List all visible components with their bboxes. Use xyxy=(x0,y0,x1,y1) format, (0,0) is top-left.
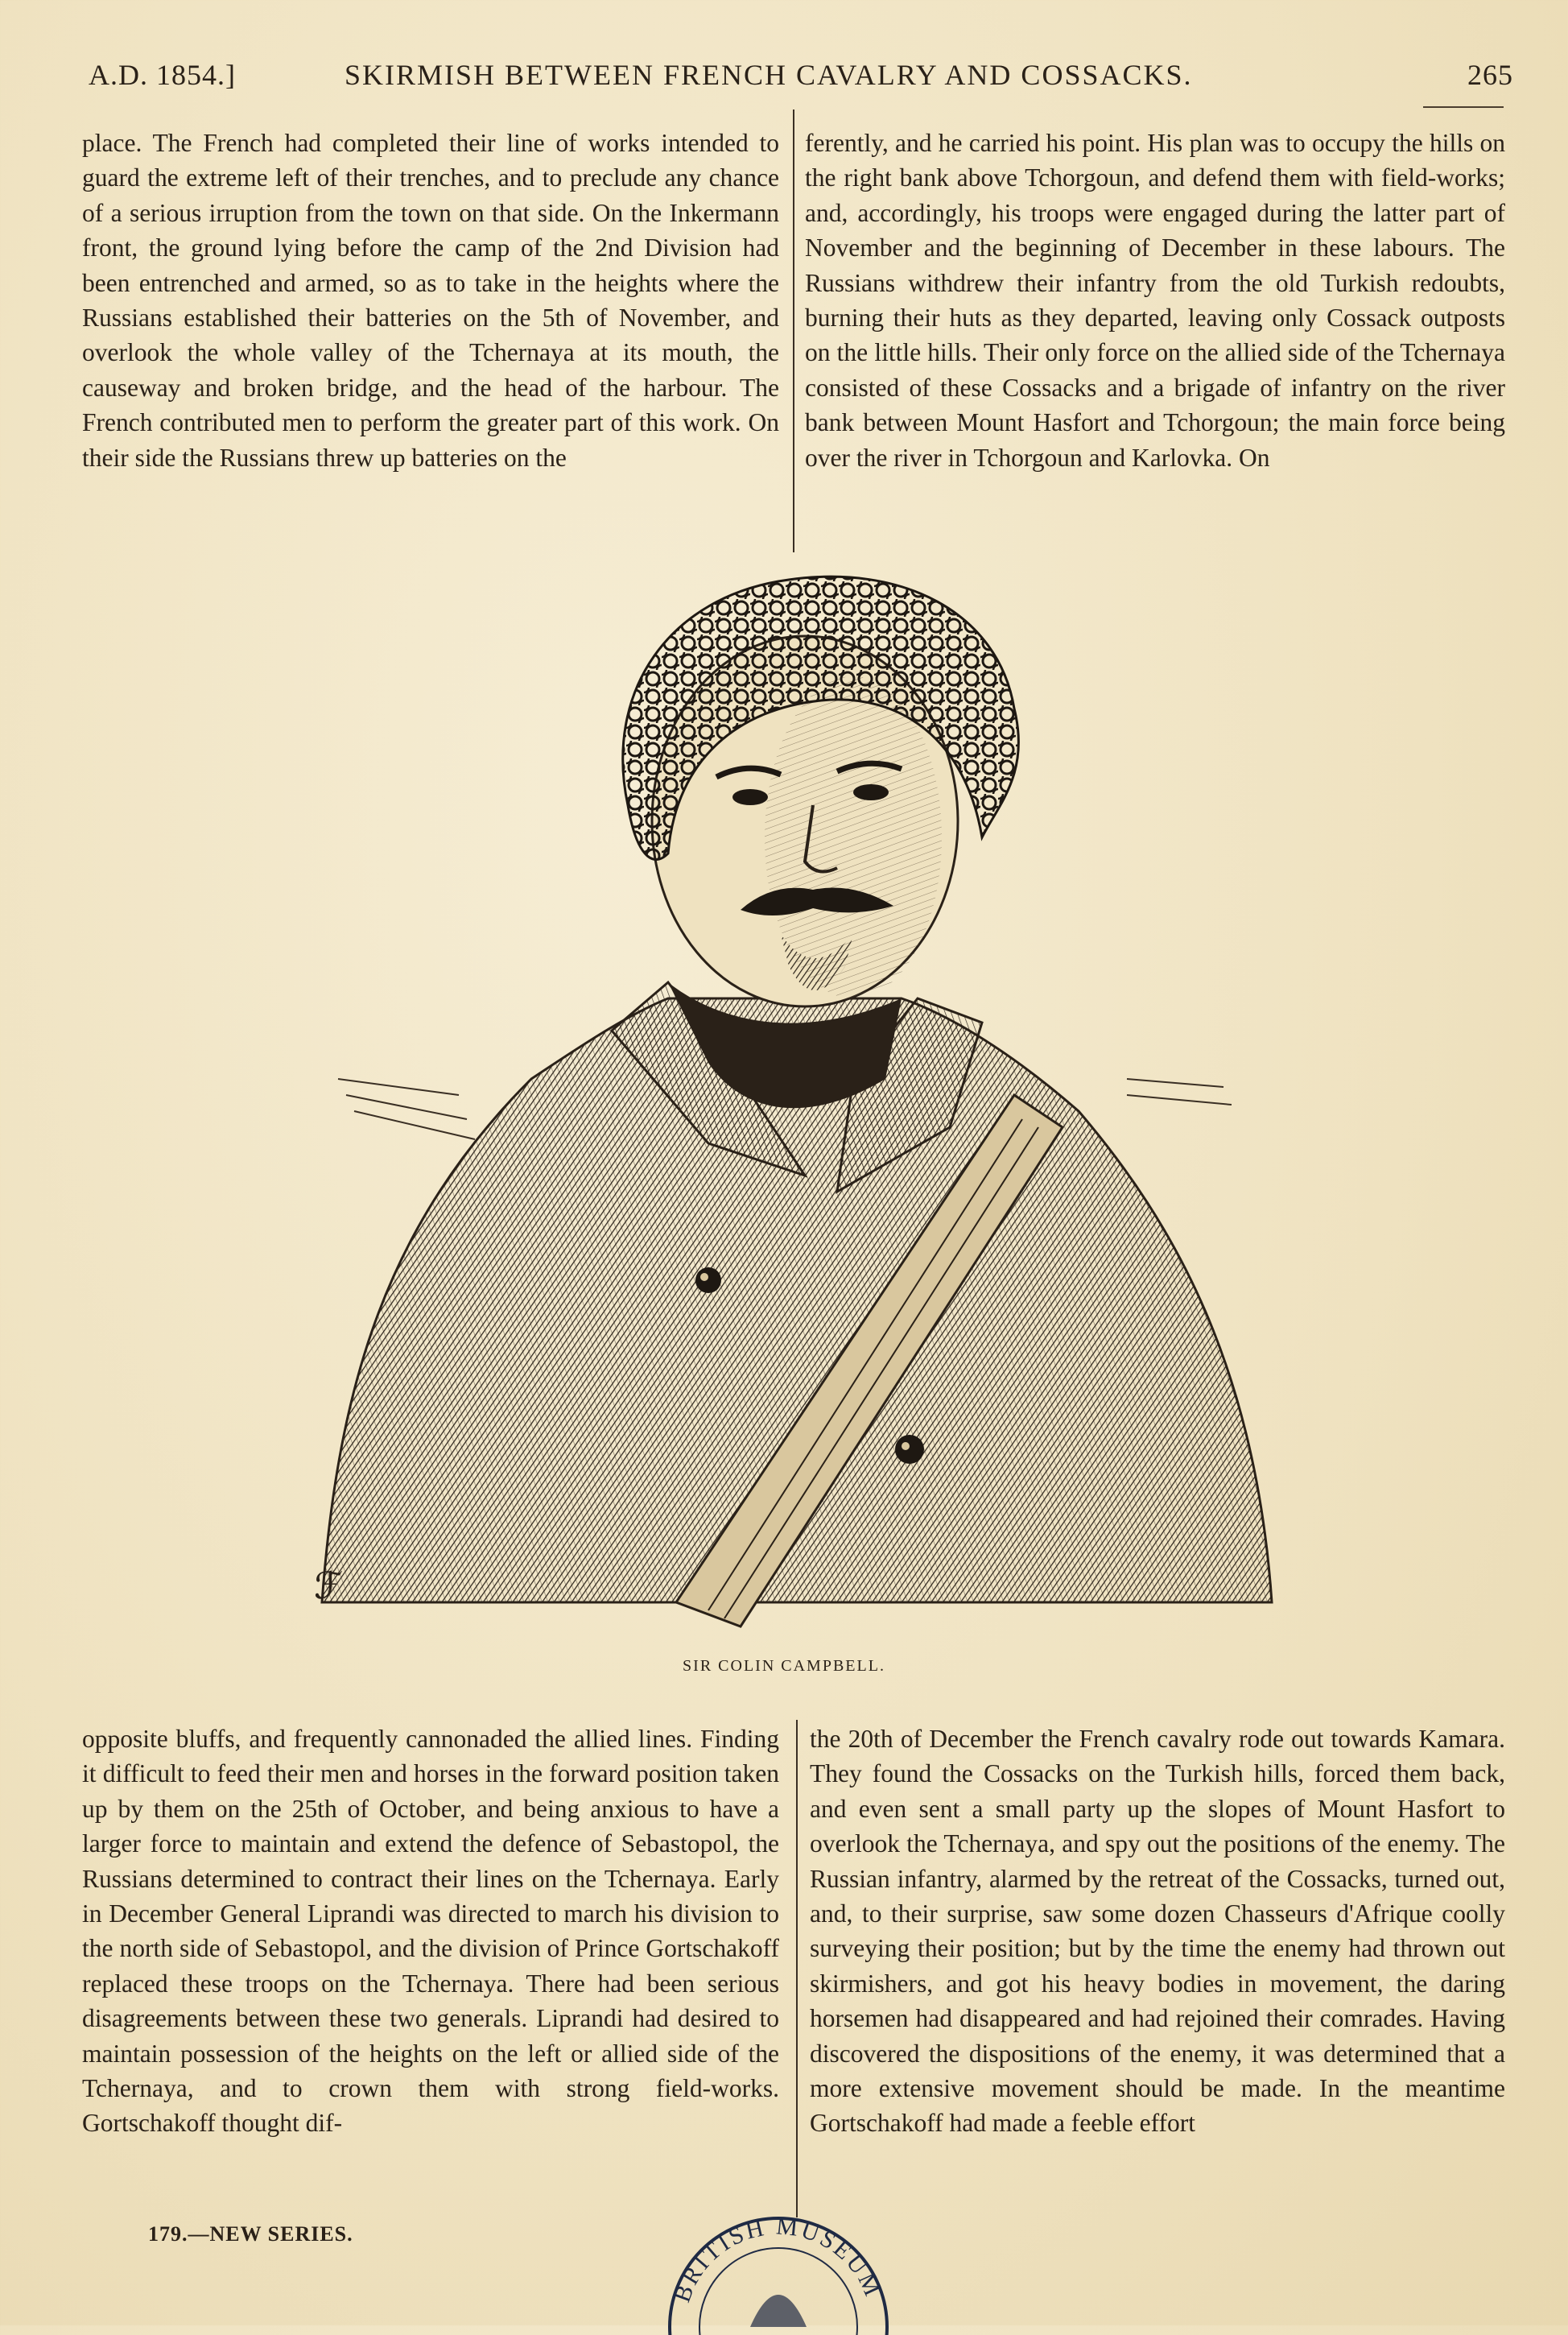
column-divider-top xyxy=(793,110,794,552)
illustration-caption: SIR COLIN CAMPBELL. xyxy=(683,1657,885,1675)
column-divider-bottom xyxy=(796,1720,798,2217)
header-date: A.D. 1854.] xyxy=(89,59,236,91)
running-header xyxy=(89,53,1513,101)
header-title: SKIRMISH BETWEEN FRENCH CAVALRY AND COSSACKS. xyxy=(345,59,1193,91)
header-rule xyxy=(1423,106,1504,108)
column-top-right xyxy=(805,126,1505,475)
column-bottom-right xyxy=(810,1721,1505,2141)
series-footer: 179.—NEW SERIES. xyxy=(148,2222,353,2246)
column-bottom-left xyxy=(82,1721,779,2141)
paragraph: ferently, and he carried his point. His plan was to occupy the hills on the right bank above Tchorgoun, and defend them with field-works; and, accordingly, his troops were engaged during the latter part of November and the beginning of December in these labours. The Russians withdrew their infantry from the old Turkish redoubts, burning their huts as they departed, leaving only Cossack outposts on the little hills. Their only force on the allied side of the Tchernaya consisted of these Cossacks and a brigade of infantry on the river bank between Mount Hasfort and Tchorgoun; the main force being over the river in Tchorgoun and Karlovka. On xyxy=(805,129,1505,472)
museum-stamp xyxy=(662,2206,895,2335)
paragraph: the 20th of December the French cavalry rode out towards Kamara. They found the Cossacks on the Turkish hills, forced them back, and even sent a small party up the slopes of Mount Hasfort to overlook the Tchernaya, and spy out the positions of the enemy. The Russian infantry, alarmed by the retreat of the Cossacks, turned out, and, to their surprise, saw some dozen Chasseurs d'Afrique coolly surveying their position; but by the time the enemy had thrown out skirmishers, and got his heavy bodies in movement, the daring horsemen had disappeared and had rejoined their comrades. Having discovered the dispositions of the enemy, it was determined that a more extensive movement should be made. In the meantime Gortschakoff had made a feeble effort xyxy=(810,1725,1505,2138)
paragraph: place. The French had completed their line of works intended to guard the extreme left of their trenches, and to preclude any chance of a serious irruption from the town on that side. On the Inkermann front, the ground lying before the camp of the 2nd Division had been entrenched and armed, so as to take in the heights where the Russians established their batteries on the 5th of November, and overlook the whole valley of the Tchernaya at its mouth, the causeway and broken bridge, and the head of the harbour. The French contributed men to perform the greater part of this work. On their side the Russians threw up batteries on the xyxy=(82,129,779,472)
paragraph: opposite bluffs, and frequently cannonaded the allied lines. Finding it difficult to feed their men and horses in the forward position taken up by them on the 25th of October, and being anxious to have a larger force to maintain and extend the defence of Sebastopol, the Russians determined to contract their lines on the Tchernaya. Early in December General Liprandi was directed to march his division to the north side of Sebastopol, and the division of Prince Gortschakoff replaced these troops on the Tchernaya. There had been serious disagreements between these two generals. Liprandi had desired to maintain possession of the heights on the left or allied side of the Tchernaya, and to crown them with strong field-works. Gortschakoff thought dif- xyxy=(82,1725,779,2138)
svg-text:ℱ: ℱ xyxy=(314,1565,344,1606)
svg-text:BRITISH MUSEUM: BRITISH MUSEUM xyxy=(668,2213,887,2306)
page-number: 265 xyxy=(1467,59,1513,91)
column-top-left xyxy=(82,126,779,475)
portrait-engraving xyxy=(290,564,1288,1643)
